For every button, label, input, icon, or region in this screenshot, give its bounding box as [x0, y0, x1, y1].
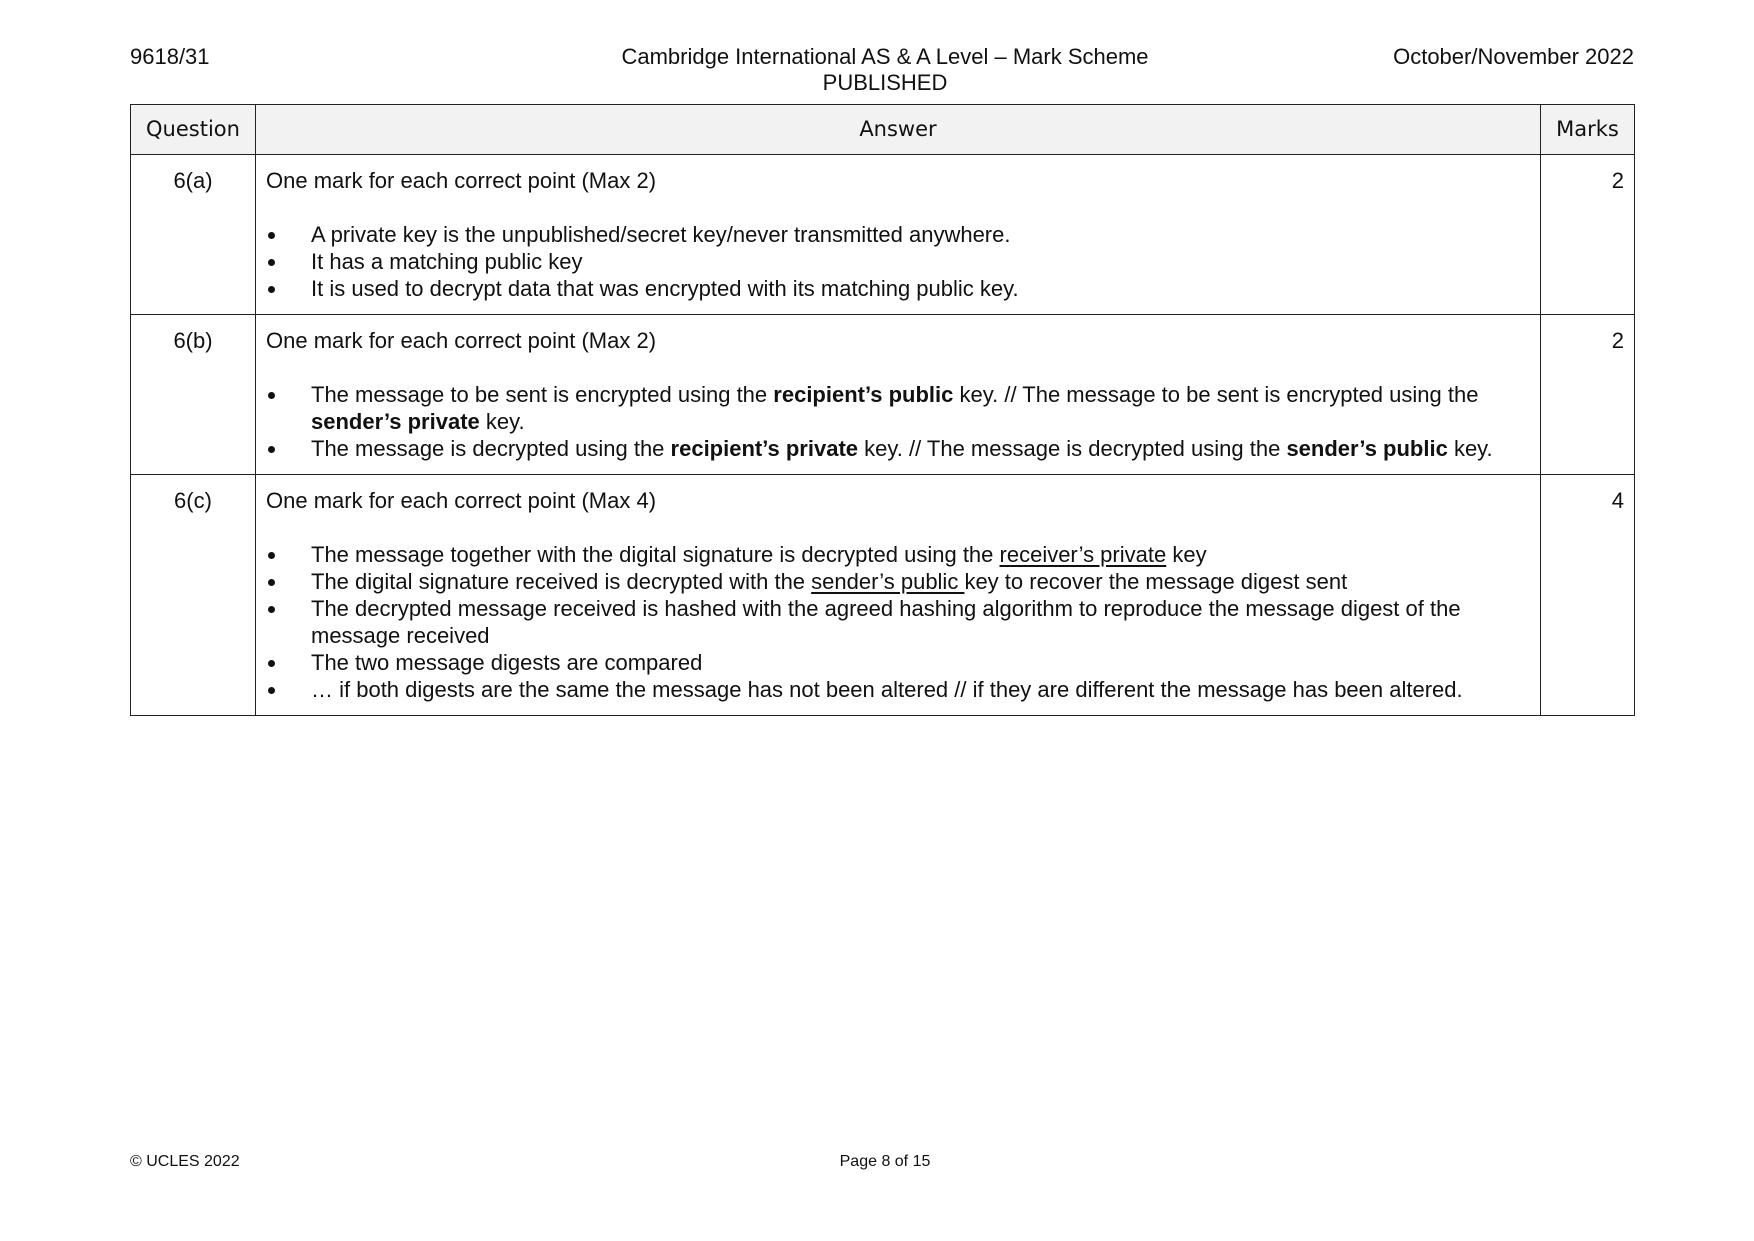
point-text: It is used to decrypt data that was encrypted with its matching public key.: [311, 276, 1019, 301]
answer-point: [266, 595, 1530, 649]
table-row: [131, 475, 1635, 716]
copyright-notice: © UCLES 2022: [130, 1153, 240, 1170]
answer-cell: [256, 315, 1541, 475]
point-text: … if both digests are the same the message has not been altered // if they are different the message has been altered.: [311, 677, 1463, 702]
marks-value: 2: [1541, 315, 1635, 475]
emphasis-text: recipient’s private: [670, 436, 859, 461]
answer-point: [266, 541, 1530, 568]
question-number: 6(c): [131, 475, 256, 716]
point-text: key: [1166, 542, 1207, 567]
marks-value: 2: [1541, 155, 1635, 315]
point-text: The two message digests are compared: [311, 650, 703, 675]
answer-point: [266, 248, 1530, 275]
answer-cell: [256, 475, 1541, 716]
answer-points-list: [266, 541, 1530, 703]
answer-points-list: [266, 221, 1530, 302]
point-text: The message together with the digital signature is decrypted using the: [311, 542, 1000, 567]
table-header-row: [131, 105, 1635, 155]
point-text: key.: [479, 409, 525, 434]
underlined-text: sender’s public: [811, 569, 965, 594]
column-header-answer: Answer: [256, 105, 1541, 155]
table-row: [131, 315, 1635, 475]
emphasis-text: recipient’s public: [773, 382, 954, 407]
answer-point: [266, 649, 1530, 676]
underlined-text: receiver’s private: [999, 542, 1167, 567]
point-text: The decrypted message received is hashed with the agreed hashing algorithm to reproduce the message digest of the message received: [311, 596, 1461, 648]
paper-code: 9618/31: [130, 44, 210, 69]
point-text: key.: [1447, 436, 1493, 461]
column-header-marks: Marks: [1541, 105, 1635, 155]
question-number: 6(a): [131, 155, 256, 315]
point-text: key. // The message is decrypted using the: [858, 436, 1287, 461]
title-line-2: PUBLISHED: [822, 70, 948, 95]
emphasis-text: sender’s private: [311, 409, 480, 434]
question-number: 6(b): [131, 315, 256, 475]
answer-points-list: [266, 381, 1530, 462]
answer-point: [266, 568, 1530, 595]
answer-point: [266, 676, 1530, 703]
table-body: [131, 155, 1635, 716]
point-text: The message is decrypted using the: [311, 436, 671, 461]
mark-scheme-table: [130, 104, 1635, 716]
answer-point: [266, 275, 1530, 302]
exam-session: October/November 2022: [1393, 44, 1634, 69]
marks-value: 4: [1541, 475, 1635, 716]
answer-point: [266, 221, 1530, 248]
point-text: The digital signature received is decrypted with the: [311, 569, 812, 594]
point-text: It has a matching public key: [311, 249, 583, 274]
point-text: key to recover the message digest sent: [964, 569, 1348, 594]
point-text: A private key is the unpublished/secret key/never transmitted anywhere.: [311, 222, 1011, 247]
title-line-1: Cambridge International AS & A Level – Mark Scheme: [621, 44, 1149, 69]
point-text: key. // The message to be sent is encrypted using the: [953, 382, 1479, 407]
column-header-question: Question: [131, 105, 256, 155]
answer-point: [266, 435, 1530, 462]
point-text: The message to be sent is encrypted using the: [311, 382, 774, 407]
table-row: [131, 155, 1635, 315]
emphasis-text: sender’s public: [1286, 436, 1448, 461]
page-number: Page 8 of 15: [839, 1153, 931, 1170]
answer-point: [266, 381, 1530, 435]
answer-cell: [256, 155, 1541, 315]
answer-intro: One mark for each correct point (Max 2): [266, 168, 657, 193]
answer-intro: One mark for each correct point (Max 4): [266, 488, 657, 513]
answer-intro: One mark for each correct point (Max 2): [266, 328, 657, 353]
